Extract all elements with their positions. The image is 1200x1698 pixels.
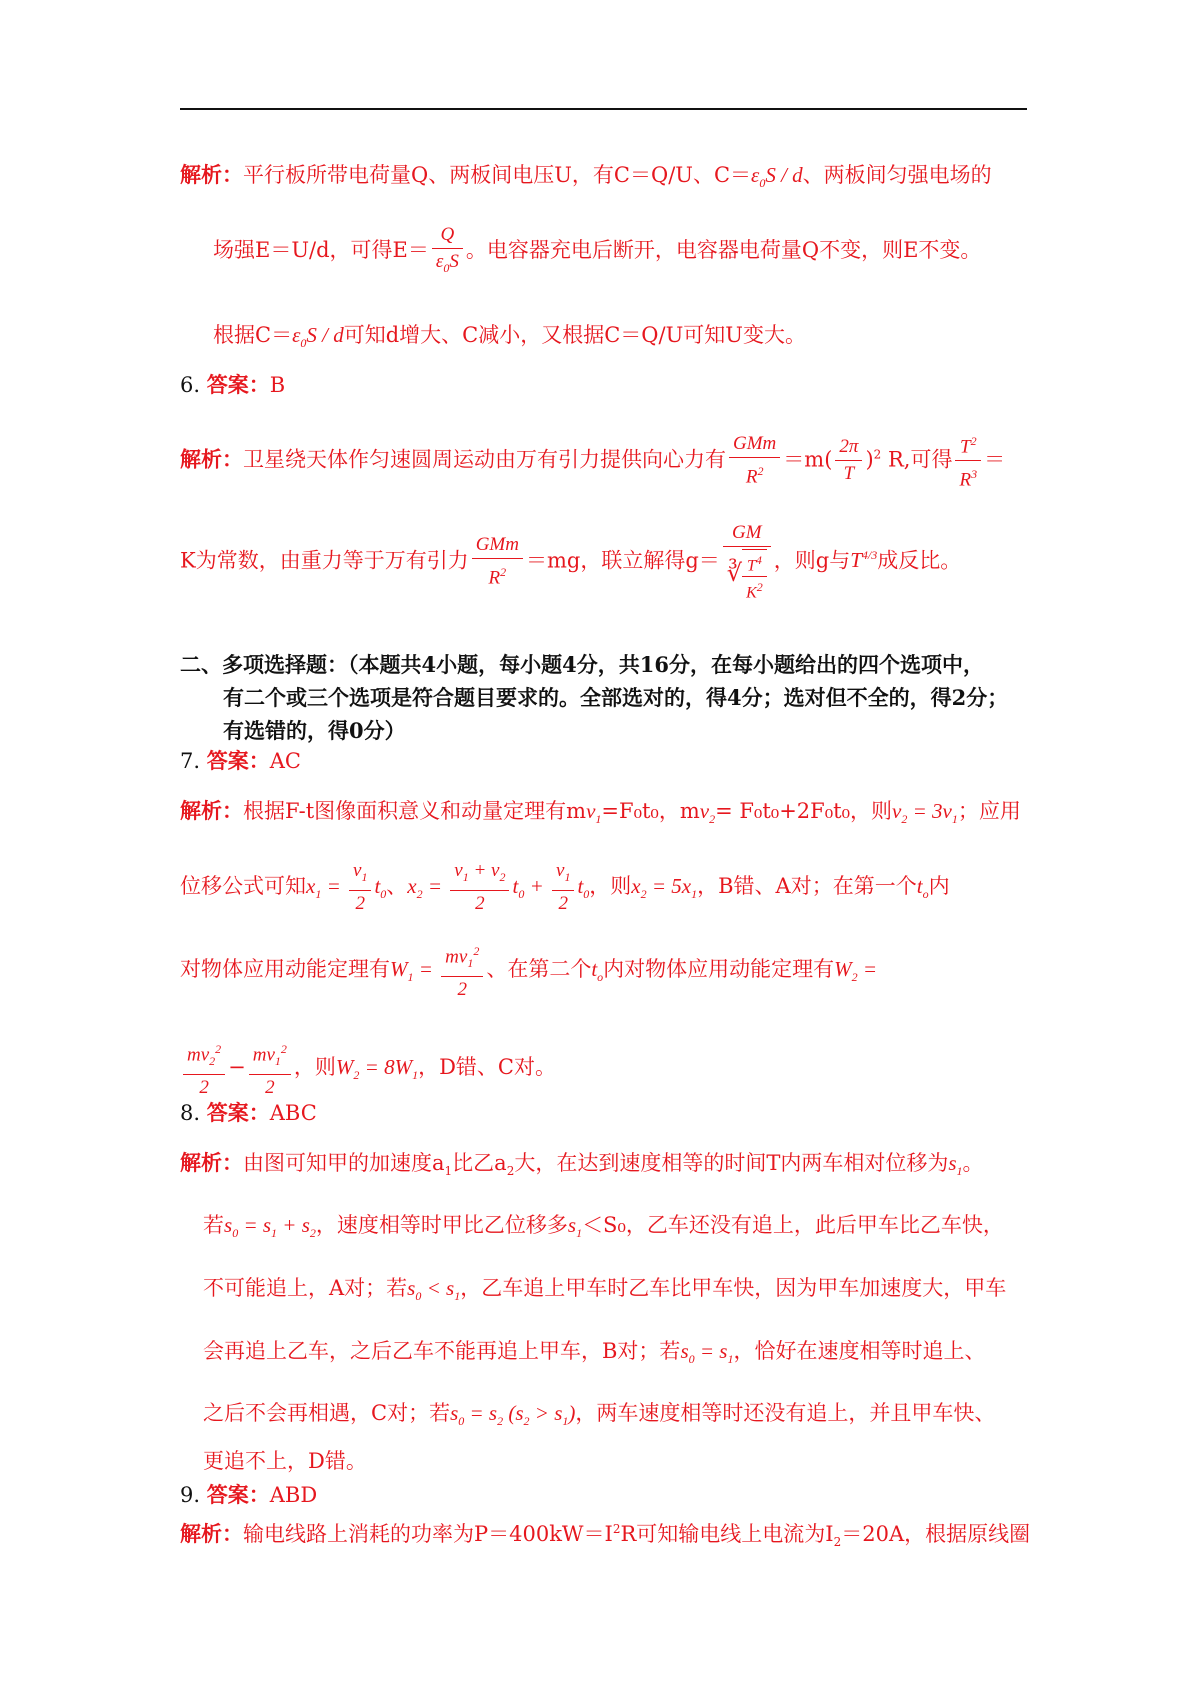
analysis-8-line-6: 更追不上，D错。 (203, 1449, 367, 1473)
analysis-7-line-1: 解析：根据F-t图像面积意义和动量定理有$mv_1=F_0t_0$，$mv_2= F_0t_0+2F_0t_0$，则$v_2 = 3v_1$；应用 (180, 798, 1021, 827)
question-8-answer: 8. 答案：ABC (180, 1100, 317, 1125)
formula-eps-s-d: $\varepsilon_0S$ / d (751, 163, 803, 191)
analysis-9-line-1: 解析：输电线路上消耗的功率为$P=400kW=I^2R$可知输电线上电流为$I_2=20A$，根据原线圈 (180, 1521, 1031, 1550)
analysis-8-line-1: 解析：由图可知甲的加速度$a_1$比乙$a_2$大，在达到速度相等的时间T内两车相对位移为$s_1$。 (180, 1150, 984, 1179)
analysis-5-line-2: 场强E＝U/d，可得E＝ $\frac{Q}{\varepsilon_0S}$ 。电容器充电后断开，电容器电荷量Q不变，则E不变。 (213, 222, 981, 281)
question-6-answer: 6. 答案：B (180, 372, 286, 397)
analysis-6-line-2: K为常数，由重力等于万有引力 $\frac{\text{GMm}}{R^2}$ ＝mg，联立解得g＝ GM ∛ $\frac{T^4}{K^2}$ ，则g与$T^{4/3}$成反比。 (180, 522, 962, 602)
analysis-7-line-2: 位移公式可知$x_1$ = $\frac{v_1}{2}$ $t_0$、$x_2$ = $\frac{v_1 + v_2}{2}$ $t_0$ + $\frac{v_1}{2}$ $t_0$，则$x_2 = 5x_1$，B错、A对；在第一个$t_o$内 (180, 858, 950, 917)
analysis-5-line-1: 解析：平行板所带电荷量Q、两板间电压U，有C＝Q/U、$C=\varepsilon_0S / d$、两板间匀强电场的 (180, 162, 992, 191)
section-2-heading: 二、多项选择题：（本题共4小题，每小题4分，共16分，在每小题给出的四个选项中， 有二个或三个选项是符合题目要求的。全部选对的，得4分；选对但不全的，得2分； 有选错的，得0分） (180, 652, 1009, 743)
question-7-answer: 7. 答案：AC (180, 748, 301, 773)
question-9-answer: 9. 答案：ABD (180, 1482, 318, 1507)
formula-g: GM ∛ $\frac{T^4}{K^2}$ (723, 520, 771, 604)
analysis-5-line-3: 根据$C=\varepsilon_0S / d$可知d增大、C减小，又根据C＝Q/U可知U变大。 (213, 323, 806, 351)
analysis-6-line-1: 解析：卫星绕天体作匀速圆周运动由万有引力提供向心力有 $\frac{\text{GMm}}{R^2}$ ＝m( $\frac{2\pi}{T}$ )$^2$ R,可得 $\frac{T^2}{R^3}$ ＝ (180, 428, 1005, 494)
analysis-8-line-5: 之后不会再相遇，C对；若$s_0 = s_2$ $(s_2 > s_1)$，两车速度相等时还没有追上，并且甲车快、 (203, 1401, 996, 1429)
analysis-7-line-3: 对物体应用动能定理有$W_1$ = $\frac{mv_1^2}{2}$ 、在第二个$t_o$内对物体应用动能定理有$W_2$ = (180, 938, 877, 1003)
analysis-8-line-3: 不可能追上，A对；若$s_0 < s_1$，乙车追上甲车时乙车比甲车快，因为甲车加速度大，甲车 (203, 1276, 1007, 1304)
analysis-8-line-4: 会再追上乙车，之后乙车不能再追上甲车，B对；若$s_0 = s_1$，恰好在速度相等时追上、 (203, 1339, 986, 1367)
formula-q-over-eps-s: $\frac{Q}{\varepsilon_0S}$ (432, 222, 463, 281)
analysis-7-line-4: $\frac{mv_2^2}{2}$ − $\frac{mv_1^2}{2}$ ，则$W_2 = 8W_1$，D错、C对。 (180, 1036, 556, 1101)
analysis-8-line-2: 若$s_0 = s_1 + s_2$，速度相等时甲比乙位移多$s_1<S_0$，乙车还没有追上，此后甲车比乙车快， (203, 1213, 1004, 1241)
analysis-label: 解析： (180, 162, 243, 187)
header-rule (180, 108, 1027, 110)
